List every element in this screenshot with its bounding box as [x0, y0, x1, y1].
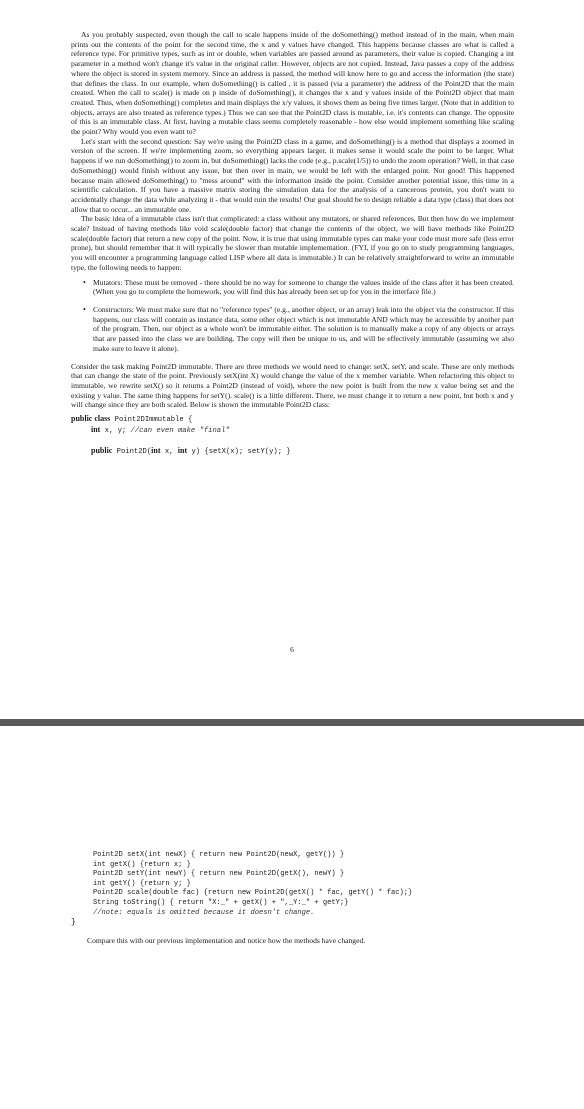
code-text: x, y;: [100, 427, 131, 436]
document-page-2: [0, 726, 584, 1109]
code-block-class-header: [71, 414, 514, 457]
page-number: 6: [290, 645, 294, 654]
code-text: x,: [160, 447, 178, 456]
code-line-fields: [71, 425, 514, 436]
code-line-comment: //note: equals is omitted because it doesn't change.: [93, 908, 315, 917]
code-text: y) {setX(x); setY(y); }: [187, 447, 291, 456]
code-line-gety: int getY() {return y; }: [93, 879, 191, 888]
compare-text: Compare this with our previous implementation and notice how the methods have changed.: [87, 936, 366, 946]
code-line-sety: Point2D setY(int newY) { return new Point2D(getX(), newY) }: [93, 870, 345, 879]
code-line-setx: Point2D setX(int newX) { return new Point2D(newX, getY()) }: [93, 851, 345, 859]
code-line-scale: Point2D scale(double fac) {return new Point2D(getX() * fac, getY() * fac);}: [93, 889, 413, 898]
bullet-mutators: • Mutators: These must be removed - there should be no way for someone to change the values inside of the class after it has been created. (When you go to complete the homework, you will find this has already been set up for you in the interface file.): [83, 278, 514, 297]
paragraph-2: Let's start with the second question: Say we're using the Point2D class in a game, and doSomething() is a method that displays a zoomed in version of the screen. If we're implementing zoom, so everything appears larger, it makes sense it would scale the point to be larger. What happens if we run doSomething() to zoom in, but doSomething() lacks the code (e.g., p.scale(1/5)) to undo the zoom operation? Well, in that case doSomething() would finish without any issue, but then over in main, we would be left with the enlarged point. Not good! This happened because main allowed doSomething() to "mess around" with the information inside the point. Consider another potential issue, this time in a scientific calculation. If you have a massive matrix storing the simulation data for the analysis of a cancerous protein, you don't want to accidentally change the data while analyzing it - that would ruin the results! Our goal should be to design reliable a data type (class) that does not allow that to occur... an immutable one.: [71, 136, 514, 214]
paragraph-4: Consider the task making Point2D immutable. There are three methods we would need to change: setX, setY, and scale. These are only methods that can change the state of the point. Previously setX(int X) would change the value of the x member variable. When refactoring this object to immutable, we rewrite setX() so it returns a Point2D (instead of void), where the new point is built from the new x value being set and the existing y value. The same thing happens for setY(). scale() is a little different. There, we must change it to return a new point, but both x and y will change since they are both scaled. Below is shown the immutable Point2D class:: [71, 361, 514, 410]
code-keyword: public: [91, 445, 113, 455]
paragraph-1: As you probably suspected, even though the call to scale happens inside of the doSomething() method instead of in the main, when main prints out the contents of the point for the second time, the x and y values have changed. This happens because classes are what is called a reference type. For primitive types, such as int or double, when variables are passed around as parameters, their value is copied. Changing a int parameter in a method won't change it's value in the original caller. However, objects are not copied. Instead, Java passes a copy of the address where the object is stored in system memory. Since an address is passed, the method will know here to go and access the information (the state) that defines the class. In our example, when doSomething() is called , it is passed (via a parameter) the address of the Point2D that the main created. When the call to scale() is made on p inside of doSomething(), it changes the x and y values inside of the Point2D object that main created. Thus, when doSomething() completes and main displays the x/y values, it shows them as being five times larger. (Note that in addition to objects, arrays are also treated as reference types.) Thus we can see that the Point2D class is mutable, i.e. it's contents can change. The opposite of this is an immutable class. At first, having a mutable class seems completely reasonable - how else would implement something like scaling the point? Why would you even want to?: [71, 30, 514, 137]
code-text: Point2DImmutable {: [110, 416, 193, 425]
code-keyword: public class: [71, 414, 111, 424]
bullet-list: [71, 278, 514, 354]
code-text: Point2D(: [112, 447, 152, 456]
code-keyword: int: [91, 425, 101, 435]
code-block-methods: [71, 851, 514, 918]
paragraph-3: The basic idea of a immutable class isn't that complicated: a class without any mutators, or shared references. But then how do we implement scale? Instead of having methods like void scale(double factor) that change the contents of the object, we will have methods like Point2D scale(double factor) that return a new copy of the point. Now, it is true that using immutable types can make your code must more safe (less error prone), but should remember that it will typically be slower than mutable implementation. (FYI, if you go on to study programming languages, you will encounter a programming language called LISP where all data is immutable.) It can be relatively straightforward to write an immutable type, the following needs to happen:: [71, 214, 514, 272]
code-line-tostring: String toString() { return "X:_" + getX() + ",_Y:_" + getY;}: [93, 898, 349, 907]
code-line-constructor: [71, 446, 514, 457]
code-closing-brace: }: [71, 918, 76, 928]
code-comment: //can even make "final": [130, 427, 230, 436]
bullet-constructors: • Constructors: We must make sure that no "reference types" (e.g., another object, or an array) leak into the object via the constructor. If this happens, our class will contain as instance data, some other object which is not immutable AND which may be accessible by another part of the program. Then, our object as a whole won't be immutable either. The solution is to manually make a copy of any objects or arrays that are passed into the class we are building. The copy will then be unique to us, and will be effectively immutable (assuming we also make sure to leave it alone).: [83, 305, 514, 354]
code-line-getx: int getX() {return x; }: [93, 860, 191, 869]
code-line-class-decl: [71, 414, 514, 425]
code-keyword: int: [177, 445, 188, 455]
code-keyword: int: [151, 445, 161, 455]
